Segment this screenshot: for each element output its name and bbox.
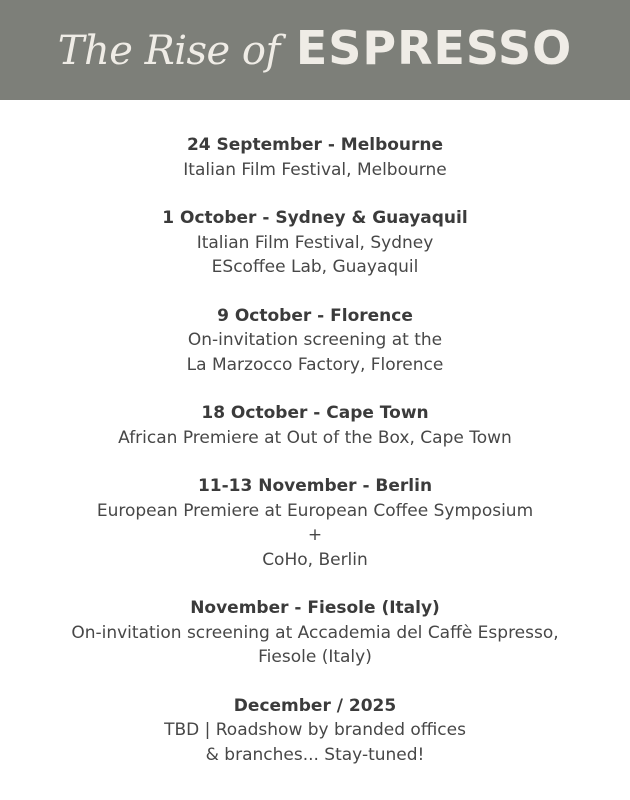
event-item [0,474,630,572]
event-schedule [0,133,630,791]
event-heading: November - Fiesole (Italy) [190,598,440,618]
event-detail: African Premiere at Out of the Box, Cape Town [118,427,512,448]
event-heading: 11-13 November - Berlin [197,476,433,496]
title-main: ESPRESSO [295,21,573,75]
event-detail: TBD | Roadshow by branded offices [164,720,466,740]
event-detail: La Marzocco Factory, Florence [186,354,444,375]
page-title [58,21,572,75]
event-heading: 24 September - Melbourne [186,135,444,155]
event-detail-plus: + [307,525,323,545]
event-item [0,694,630,768]
event-detail: On-invitation screening at Accademia del Caffè Espresso, [71,622,559,643]
event-detail: European Premiere at European Coffee Symposium [96,500,534,521]
event-item [0,206,630,280]
event-item [0,596,630,670]
event-heading: 18 October - Cape Town [201,403,429,423]
event-detail: Fiesole (Italy) [258,647,372,667]
event-item [0,401,630,450]
event-detail: EScoffee Lab, Guayaquil [211,257,419,277]
header-banner [0,0,630,100]
event-detail: Italian Film Festival, Melbourne [183,159,447,180]
event-detail: & branches... Stay-tuned! [205,744,425,765]
event-heading: December / 2025 [233,695,397,716]
event-detail: Italian Film Festival, Sydney [196,232,434,253]
event-detail: On-invitation screening at the [187,330,443,350]
title-script: The Rise of [57,28,280,74]
event-heading: 1 October - Sydney & Guayaquil [162,208,468,228]
event-item [0,133,630,182]
event-item [0,304,630,378]
event-heading: 9 October - Florence [217,305,413,326]
event-detail: CoHo, Berlin [262,549,368,570]
